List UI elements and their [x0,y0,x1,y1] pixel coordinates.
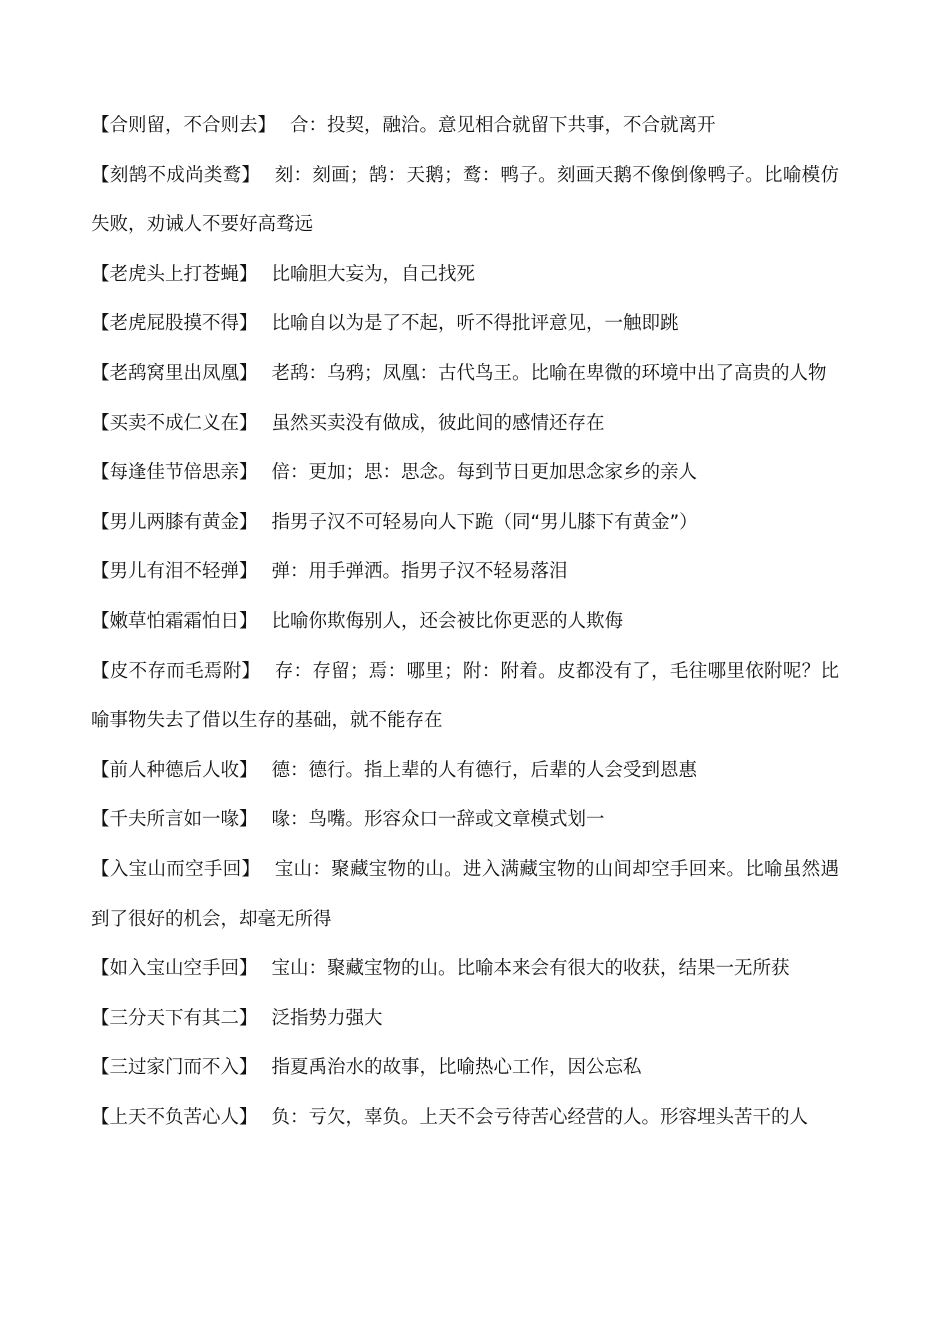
idiom-term: 【老鸹窝里出凤凰】 [91,362,258,384]
idiom-entry [91,746,839,796]
idiom-definition: 刻：刻画；鹄：天鹅；鹜：鸭子。刻画天鹅不像倒像鸭子。比喻模仿失败，劝诫人不要好高骛远 [91,164,839,236]
idiom-entry [91,498,839,548]
idiom-entry [91,399,839,449]
idiom-entry [91,1043,839,1093]
idiom-term: 【刻鹄不成尚类鹜】 [91,164,261,186]
idiom-term: 【千夫所言如一喙】 [91,809,258,831]
idiom-entry [91,299,839,349]
idiom-definition: 负：亏欠，辜负。上天不会亏待苦心经营的人。形容埋头苦干的人 [271,1106,809,1128]
idiom-entry [91,795,839,845]
idiom-entry [91,647,839,746]
idiom-definition: 比喻你欺侮别人，还会被比你更恶的人欺侮 [271,610,624,632]
idiom-definition: 泛指势力强大 [271,1007,383,1029]
idiom-term: 【皮不存而毛焉附】 [91,660,261,682]
idiom-definition: 喙：鸟嘴。形容众口一辞或文章模式划一 [271,809,605,831]
idiom-term: 【男儿两膝有黄金】 [91,511,258,533]
idiom-definition: 比喻自以为是了不起，听不得批评意见，一触即跳 [271,313,679,335]
idiom-definition: 虽然买卖没有做成，彼此间的感情还存在 [271,412,605,434]
idiom-definition: 倍：更加；思：思念。每到节日更加思念家乡的亲人 [271,462,698,484]
idiom-entry [91,944,839,994]
idiom-definition: 合：投契，融洽。意见相合就留下共事，不合就离开 [290,115,716,136]
idiom-list [91,101,839,1142]
idiom-entry [91,101,839,151]
idiom-definition: 宝山：聚藏宝物的山。进入满藏宝物的山间却空手回来。比喻虽然遇到了很好的机会，却毫无所得 [91,858,839,930]
idiom-term: 【前人种德后人收】 [91,759,258,781]
idiom-entry [91,994,839,1044]
idiom-term: 【上天不负苦心人】 [91,1106,258,1128]
idiom-term: 【如入宝山空手回】 [91,958,258,980]
idiom-definition: 老鸹：乌鸦；凤凰：古代鸟王。比喻在卑微的环境中出了高贵的人物 [271,362,827,384]
idiom-definition: 存：存留；焉：哪里；附：附着。皮都没有了，毛往哪里依附呢？比喻事物失去了借以生存的基础，就不能存在 [91,660,839,732]
idiom-definition: 宝山：聚藏宝物的山。比喻本来会有很大的收获，结果一无所获 [271,958,790,980]
idiom-term: 【每逢佳节倍思亲】 [91,462,258,484]
idiom-term: 【买卖不成仁义在】 [91,412,258,434]
idiom-definition: 德：德行。指上辈的人有德行，后辈的人会受到恩惠 [271,759,698,781]
idiom-definition: 指男子汉不可轻易向人下跪（同“男儿膝下有黄金”） [271,511,698,533]
idiom-term: 【合则留，不合则去】 [91,115,277,136]
idiom-term: 【入宝山而空手回】 [91,858,261,880]
idiom-term: 【老虎屁股摸不得】 [91,313,258,335]
idiom-term: 【三分天下有其二】 [91,1007,258,1029]
idiom-entry [91,151,839,250]
idiom-definition: 弹：用手弹洒。指男子汉不轻易落泪 [271,561,568,583]
idiom-term: 【老虎头上打苍蝇】 [91,263,258,285]
idiom-entry [91,597,839,647]
idiom-term: 【三过家门而不入】 [91,1057,258,1079]
idiom-definition: 指夏禹治水的故事，比喻热心工作，因公忘私 [271,1057,642,1079]
idiom-entry [91,845,839,944]
idiom-entry [91,250,839,300]
idiom-entry [91,547,839,597]
idiom-entry [91,448,839,498]
idiom-definition: 比喻胆大妄为，自己找死 [271,263,476,285]
idiom-term: 【男儿有泪不轻弹】 [91,561,258,583]
idiom-entry [91,1093,839,1143]
idiom-term: 【嫩草怕霜霜怕日】 [91,610,258,632]
idiom-entry [91,349,839,399]
